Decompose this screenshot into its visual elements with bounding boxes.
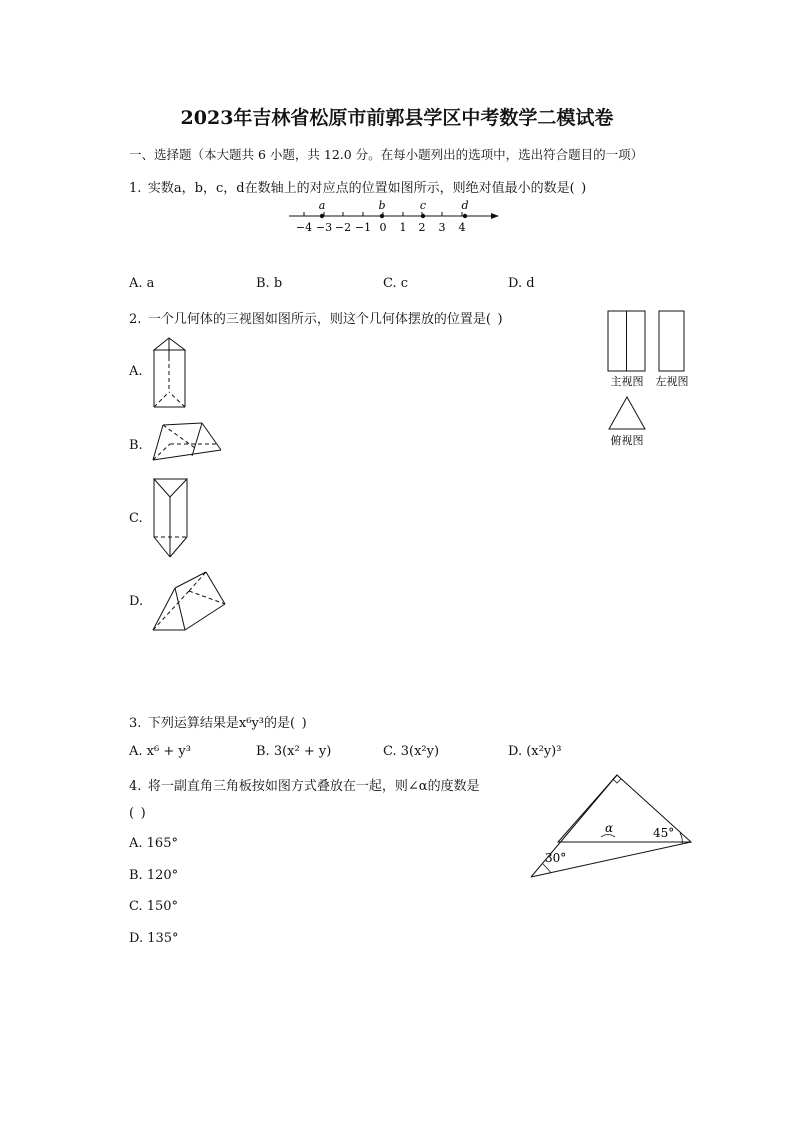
q4-option-a[interactable]: A. 165° xyxy=(129,836,178,851)
q3-option-a[interactable]: A. x⁶ + y³ xyxy=(129,744,191,759)
angle-30-label: 30° xyxy=(545,851,567,865)
q4-option-c[interactable]: C. 150° xyxy=(129,899,179,914)
label-d: d xyxy=(461,199,469,212)
q3-option-b[interactable]: B. 3(x² + y) xyxy=(256,744,332,759)
q1-option-c[interactable]: C. c xyxy=(383,276,409,291)
three-views-figure xyxy=(600,305,700,455)
q3-option-c[interactable]: C. 3(x²y) xyxy=(383,744,440,759)
prism-d-figure xyxy=(150,568,230,634)
label-a: a xyxy=(318,199,326,212)
tick-label: 3 xyxy=(438,221,446,234)
tick-label: −2 xyxy=(334,221,352,234)
label-b: b xyxy=(378,199,386,212)
question-4-stem-line2: ( ) xyxy=(129,806,146,821)
question-4-stem-line1: 4. 将一副直角三角板按如图方式叠放在一起，则∠α的度数是 xyxy=(129,779,480,794)
q3-option-d[interactable]: D. (x²y)³ xyxy=(508,744,562,759)
question-2-stem: 2. 一个几何体的三视图如图所示，则这个几何体摆放的位置是( ) xyxy=(129,312,503,327)
tick-label: 2 xyxy=(418,221,426,234)
tick-label: −3 xyxy=(315,221,333,234)
q1-option-d[interactable]: D. d xyxy=(508,276,535,291)
q2-option-b[interactable]: B. xyxy=(129,438,143,453)
label-c: c xyxy=(419,199,427,212)
question-3-stem: 3. 下列运算结果是x⁶y³的是( ) xyxy=(129,716,307,731)
point-d xyxy=(463,214,467,218)
number-line-figure xyxy=(285,196,505,238)
top-view-label: 俯视图 xyxy=(610,434,644,447)
tick-label: 4 xyxy=(458,221,466,234)
tick-label: −1 xyxy=(354,221,372,234)
point-a xyxy=(320,214,324,218)
prism-b-figure xyxy=(150,420,225,465)
q2-option-d[interactable]: D. xyxy=(129,594,144,609)
q2-option-a[interactable]: A. xyxy=(129,364,143,379)
alpha-label: α xyxy=(605,821,614,835)
prism-a-figure xyxy=(150,335,195,410)
tick-label: 0 xyxy=(379,221,387,234)
angle-45-label: 45° xyxy=(653,826,675,840)
q4-option-b[interactable]: B. 120° xyxy=(129,868,179,883)
triangle-rulers-figure xyxy=(525,770,695,880)
section-heading: 一、选择题（本大题共 6 小题，共 12.0 分。在每小题列出的选项中，选出符合题目的一项） xyxy=(129,147,644,162)
point-c xyxy=(421,214,425,218)
q1-option-b[interactable]: B. b xyxy=(256,276,283,291)
q1-option-a[interactable]: A. a xyxy=(129,276,155,291)
tick-label: 1 xyxy=(399,221,407,234)
page-title: 2023年吉林省松原市前郭县学区中考数学二模试卷 xyxy=(180,107,614,129)
point-b xyxy=(380,214,384,218)
prism-c-figure xyxy=(150,475,195,560)
left-view-label: 左视图 xyxy=(655,375,689,388)
q4-option-d[interactable]: D. 135° xyxy=(129,931,179,946)
tick-label: −4 xyxy=(295,221,313,234)
q2-option-c[interactable]: C. xyxy=(129,511,143,526)
question-1-stem: 1. 实数a，b，c，d在数轴上的对应点的位置如图所示，则绝对值最小的数是( ) xyxy=(129,181,587,196)
front-view-label: 主视图 xyxy=(610,375,644,388)
